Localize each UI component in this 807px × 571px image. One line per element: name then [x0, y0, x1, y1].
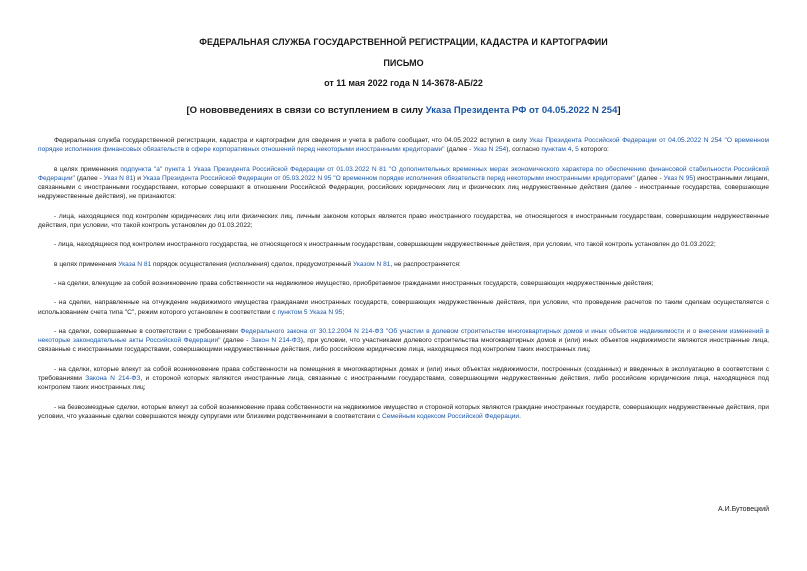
link-item-5-decree-95[interactable]: пунктом 5 Указа N 95: [277, 308, 343, 316]
link-decree-81-b[interactable]: Указа N 81: [118, 260, 152, 268]
link-decree-81-short[interactable]: Указ N 81: [103, 174, 134, 182]
text: ;: [342, 308, 345, 316]
text: - на сделки, совершаемые в соответствии с требованиями: [54, 327, 241, 335]
text: ) и: [133, 174, 143, 182]
signature: А.И.Бутовецкий: [718, 506, 769, 513]
agency-title: ФЕДЕРАЛЬНАЯ СЛУЖБА ГОСУДАРСТВЕННОЙ РЕГИСТРАЦИИ, КАДАСТРА И КАРТОГРАФИИ: [199, 37, 608, 47]
subject-prefix: [О нововведениях в связи со вступлением в силу: [186, 105, 426, 116]
paragraph-1: [38, 136, 769, 155]
text: которого:: [578, 146, 609, 154]
link-decree-95[interactable]: Указа Президента Российской Федерации от 05.03.2022 N 95 "О временном порядке исполнения обязательств перед некоторыми иностранными кредиторами": [142, 174, 635, 182]
text: ), при условии, что участниками долевого строительства многоквартирных домов и (или) иных объектов недвижимости являются иностранные лица, связанные с иностранными государствами, совершающими недружественные действия, либо российские юридические лица, находящиеся под контролем таких иностранных лиц;: [38, 337, 770, 354]
text: .: [519, 412, 521, 420]
document-subject: [0, 105, 807, 116]
link-items-5[interactable]: 5: [575, 146, 579, 154]
link-decree-81[interactable]: подпункта "а" пункта 1 Указа Президента Российской Федерации от 01.03.2022 N 81 "О дополнительных временных мерах экономического характера по обеспечению финансовой стабильности Российской Федерации": [38, 165, 769, 182]
text: - на сделки, направленные на отчуждение недвижимого имущества гражданами иностранных государств, совершающих недружественные действия, при условии, что проведение расчетов по таким сделкам осуществляется с использованием счета типа "С", режим которого установлен в соответствии с: [38, 299, 769, 316]
text: (далее -: [634, 174, 664, 182]
paragraph-3: - лица, находящиеся под контролем юридических лиц или физических лиц, личным законом которых является право иностранного государства, не относящегося к иностранным государствам, совершающим недружественные действия, при условии, что такой контроль установлен до 01.03.2022;: [38, 212, 769, 230]
link-decree-254[interactable]: Указ Президента Российской Федерации от 04.05.2022 N 254 "О временном порядке исполнения финансовых обязательств в сфере корпоративных отношений перед некоторыми иностранными кредиторами": [38, 137, 769, 154]
text: порядок осуществления (исполнения) сделок, предусмотренный: [151, 260, 353, 268]
document-body: [38, 136, 769, 421]
text: (далее -: [220, 337, 251, 345]
text: , и стороной которых являются иностранные лица, связанные с иностранными государствами, совершающими недружественные действия, либо российские юридические лица, находящиеся под контролем таких иностранных лиц;: [38, 375, 770, 392]
link-decree-95-short[interactable]: Указ N 95: [663, 174, 694, 182]
paragraph-10: [38, 403, 769, 422]
document-type: ПИСЬМО: [383, 58, 424, 68]
subject-suffix: ]: [617, 105, 621, 116]
link-law-214-b[interactable]: Закона N 214-ФЗ: [85, 375, 141, 383]
paragraph-4: - лица, находящиеся под контролем иностранного государства, не относящегося к иностранным государствам, совершающим недружественные действия, при условии, что такой контроль установлен до 01.03.2022;: [54, 241, 716, 249]
paragraph-2: [38, 165, 769, 202]
link-items-4[interactable]: пунктам 4: [541, 146, 572, 154]
link-law-214[interactable]: Федерального закона от 30.12.2004 N 214-ФЗ "Об участии в долевом строительстве многоквартирных домов и иных объектов недвижимости и о внесении изменений в некоторые законодательные акты Российской Федерации": [38, 327, 769, 345]
link-decree-81-c[interactable]: Указом N 81: [352, 260, 391, 268]
paragraph-5: [38, 260, 769, 269]
subject-link[interactable]: Указа Президента РФ от 04.05.2022 N 254: [425, 105, 618, 116]
text: - на сделки, которые влекут за собой возникновение права собственности на помещения в многоквартирных домах и (или) иных объектах недвижимости, построенных (созданных) и введенных в эксплуатацию в соответствии с требованиями: [38, 365, 769, 383]
text: ,: [571, 146, 576, 154]
text: в целях применения: [54, 260, 119, 268]
text: - на безвозмездные сделки, которые влекут за собой возникновение права собственности на недвижимое имущество и стороной которых являются граждане иностранных государств, совершающих недружественные действия, при условии, что указанные сделки совершаются между супругами или близкими родственниками в соответствии с: [38, 403, 769, 420]
text: ), согласно: [506, 146, 542, 154]
text: в целях применения: [54, 165, 121, 173]
text: ) иностранными лицами, связанными с иностранными государствами, которые совершают в отношении Российской Федерации, российских юридических лиц и физических лиц недружественные действия (далее - иностранные государства, совершающие недружественные действия), не признаются:: [38, 174, 769, 201]
paragraph-9: [38, 365, 769, 393]
text: (далее -: [74, 174, 104, 182]
text: (далее -: [444, 146, 474, 154]
link-family-code[interactable]: Семейным кодексом Российской Федерации: [381, 412, 520, 420]
text: , не распространяется:: [390, 260, 461, 268]
paragraph-7: [38, 298, 769, 317]
paragraph-8: [38, 327, 769, 355]
text: Федеральная служба государственной регистрации, кадастра и картографии для сведения и учета в работе сообщает, что 04.05.2022 вступил в силу: [54, 137, 530, 144]
link-law-214-short[interactable]: Закон N 214-ФЗ: [250, 337, 301, 345]
paragraph-6: - на сделки, влекущие за собой возникновение права собственности на недвижимое имущество, приобретаемое гражданами иностранных государств, совершающих недружественные действия;: [54, 279, 654, 287]
link-decree-254-short[interactable]: Указ N 254: [473, 146, 507, 154]
document-date-number: от 11 мая 2022 года N 14-3678-АБ/22: [324, 78, 483, 88]
